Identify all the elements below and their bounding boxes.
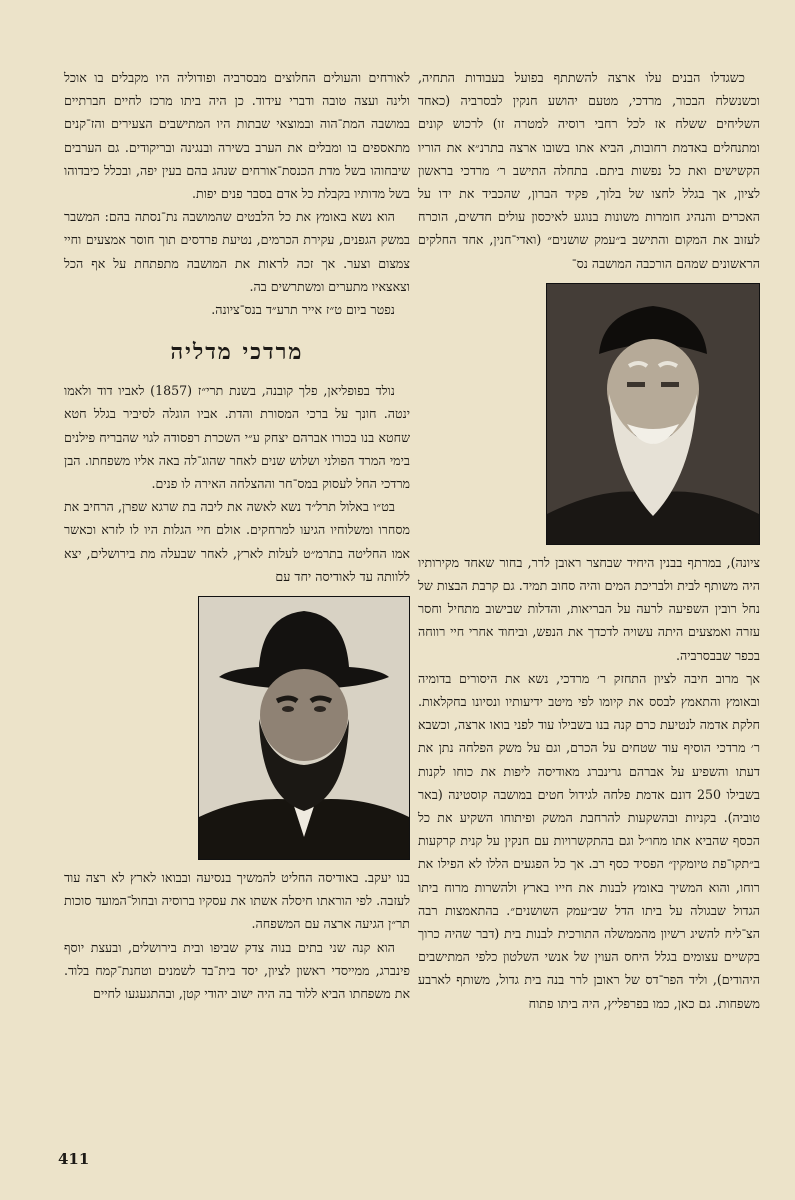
page-number: 411	[58, 1150, 90, 1168]
section-title: מרדכי מדליה	[170, 339, 304, 366]
portrait-photo-man-with-hat	[198, 596, 410, 860]
left-paragraph-1: לאורחים והעולים החלוצים מבסרביה ופודוליה היו מקבלים בו אוכל ולינה ועצה טובה ודברי עידוד. כן היה ביתו מרכז לחיים חברתיים במושבה המת־הוה ובמוצאי שבתות היו המתישבים הצעירים והז־קנים מתאספים בו ומבלים את הערב בשירה ובנגינה ובריקודים. גם הערבים שיבחוהו בשל מדת הכנסת־אורחים שנהג בהם בעין יפה, ובכלל כיבדוהו בשל מדותיו בקבלת כל אדם בסבר פנים יפות.	[64, 70, 410, 202]
left-paragraph-6: הוא קנה שני בתים בנוה צדק שביפו ובית בירושלים, ובעצת יוסף פינברג, ממייסדי ראשון לציון, יסד בית־בד לשמנים וטחנת־קמח בלוד. את משפחתו הביא ללוד בה היה ישוב יהודי קטן, ובהתגעגעו לחיים	[64, 939, 410, 1002]
left-paragraph-5: בנו יעקב. באודיסה החליט להמשיך בנסיעה ובבואו לארץ לא רצה עוד לעזבה. לפי הוראתו חיסלה אשתו את עסקיו ברוסיה ובחול־המועד סוכות תר״ן הגיעה ארצה עם המשפחה.	[64, 870, 410, 932]
portrait-photo-elder-with-cap	[546, 283, 760, 545]
left-paragraph-3: נולד בפופליאן, פלך קובנה, בשנת תרי״ז (1857) לאביו דוד ולאמו ינטה. חונך על ברכי המסורת והדת. אביו הוגלה לסיביר בגלל חטא שחטא בנו בכורו אברהם יצחק ע״י השכרת רפסודה לגוי שהבריח פילנים בימי המרד הפולני ושלוש שנים לאחר שהוג־לה באה אליו משפחתו. הבן מרדכי החל לעסוק במס־חר וההצלחה האירה לו פנים.	[64, 383, 410, 492]
right-paragraph-1: כשגדלו הבנים עלו ארצה להשתתף בפועל בעבודות התחיה, וכשנשלח הבכור, מרדכי, מטעם יהושע חנקין לבסרביה (כאחד השליחים ששלח אז לכל רחבי רוסיה למטרה זו) לרכוש קונים ומתנחלים באדמת רחובות, הביא אתו בשובו ארצה בתרנ״א את הוריו הקשישים ואת כל נפשות ביתם. בתחלה התישב ר׳ מרדכי בראשון לציון, אך בגלל לחצו של בלוך, פקיד הברון, שהכביד את ידו על האכרים והנהיג חומרות משונות בנוגע לאיכסון עולים חדשים, הוכרח לעזוב את המקום והתישב ב״עמק שושנים״ (ואדי־חנין, אחד החלקים הראשונים שמהם הורכבה המושבה נס־	[418, 70, 760, 271]
right-paragraph-2: ציונה), במרתף בבנין היחיד שבחצר ראובן לרר, בחור שאחד מקירותיו היה משותף לבית ולבריכת המים והיה סחוב תמיד. גם קרבת הבצות של נחל רובין השפיעה לרעה על הבריאות, והדלות שבישוב מתחיל וחסר עזרה ואמצעים היתה עשויה לדכדך את הנפש, וביחוד אחרי חיי רווחה בכפר שבבסרביה.	[418, 554, 760, 663]
death-note: נפטר ביום ט״ז אייר תרע״ד בנס־ציונה.	[211, 302, 395, 318]
right-text-column	[418, 66, 760, 1015]
left-paragraph-2: הוא נשא באומץ את כל הלבטים שהמושבה נת־נסתה בהם: המשבר במשק הגפנים, עקירת הכרמים, נטיעת פרדסים תוך חוסר אמצעים וחיי צמצום וצער. אך זכה לראות את המושבה מתפתחת על אף הכל וצאצאיו מתערים ומשתרשים בה.	[64, 209, 410, 294]
right-paragraph-3: אך מרוב חיבה לציון התחזק ר׳ מרדכי, נשא את היסורים בדומיה ובאומץ והתאמץ לבסס את קיומו לפי מיטב ידיעותיו ונסיונו בחקלאות. חלקת אדמה לנטיעת כרם קנה בנו בשבילו עוד לפני בואו ארצה, וכשבא ר׳ מרדכי הוסיף עוד שטחים על הכרם, וגם על משק הפלחה נתן את דעתו והשפיע על אברהם גרינברג מאודיסה ליפות את כוחו לקנות בשבילו 250 דונם אדמת פלחה לגידול חטים במושבה קוסטינה (באר טוביה). בקניות ובהשקעות להרחבת המשק ופיתוחו השקיע את כל הכסף שהביא אתו מחו״ל וגם בהתקשרויות עם חנקין על קנית קרקעות ב״תקו־פת טיומקין״ הפסיד כסף רב. אך כל הפגעים הללו לא הפילו את רוחו, והוא המשיך באומץ לבנות את חייו בארץ ולהשרות מרוח ביתו הגדול שבגולה על ביתו הדל שב״עמק השושנים״. בהתאמצות רבה הצ־ליח להשיג רשיון מהממשלה התורכית לבנות בית (דבר שהיה כרוך בקשיים עצומים בגלל היחס העוין של אנשי השלטון כלפי המתישבים היהודים), וליד הפר־דס של ראובן לרר בנה בית גדול, משותף לארבע משפחות. גם כאן, כמו בפרפליץ, היה ביתו פתוח	[418, 670, 760, 1011]
left-paragraph-4: בט״ו באלול תרל״ד נשא לאשה את ליבה בת שרגא שפרן, הרחיב את מסחרו ומשלוחיו הגיעו למרחקים. אולם חיי הגלות היו לו לזרא וכאשר אמו החליטה בתרמ״ט לעלות לארץ, לאחר שבעלה מת בירושלים, יצא ללוותה עד לאודיסה יחד עם	[64, 499, 410, 584]
left-text-column	[64, 66, 410, 1005]
